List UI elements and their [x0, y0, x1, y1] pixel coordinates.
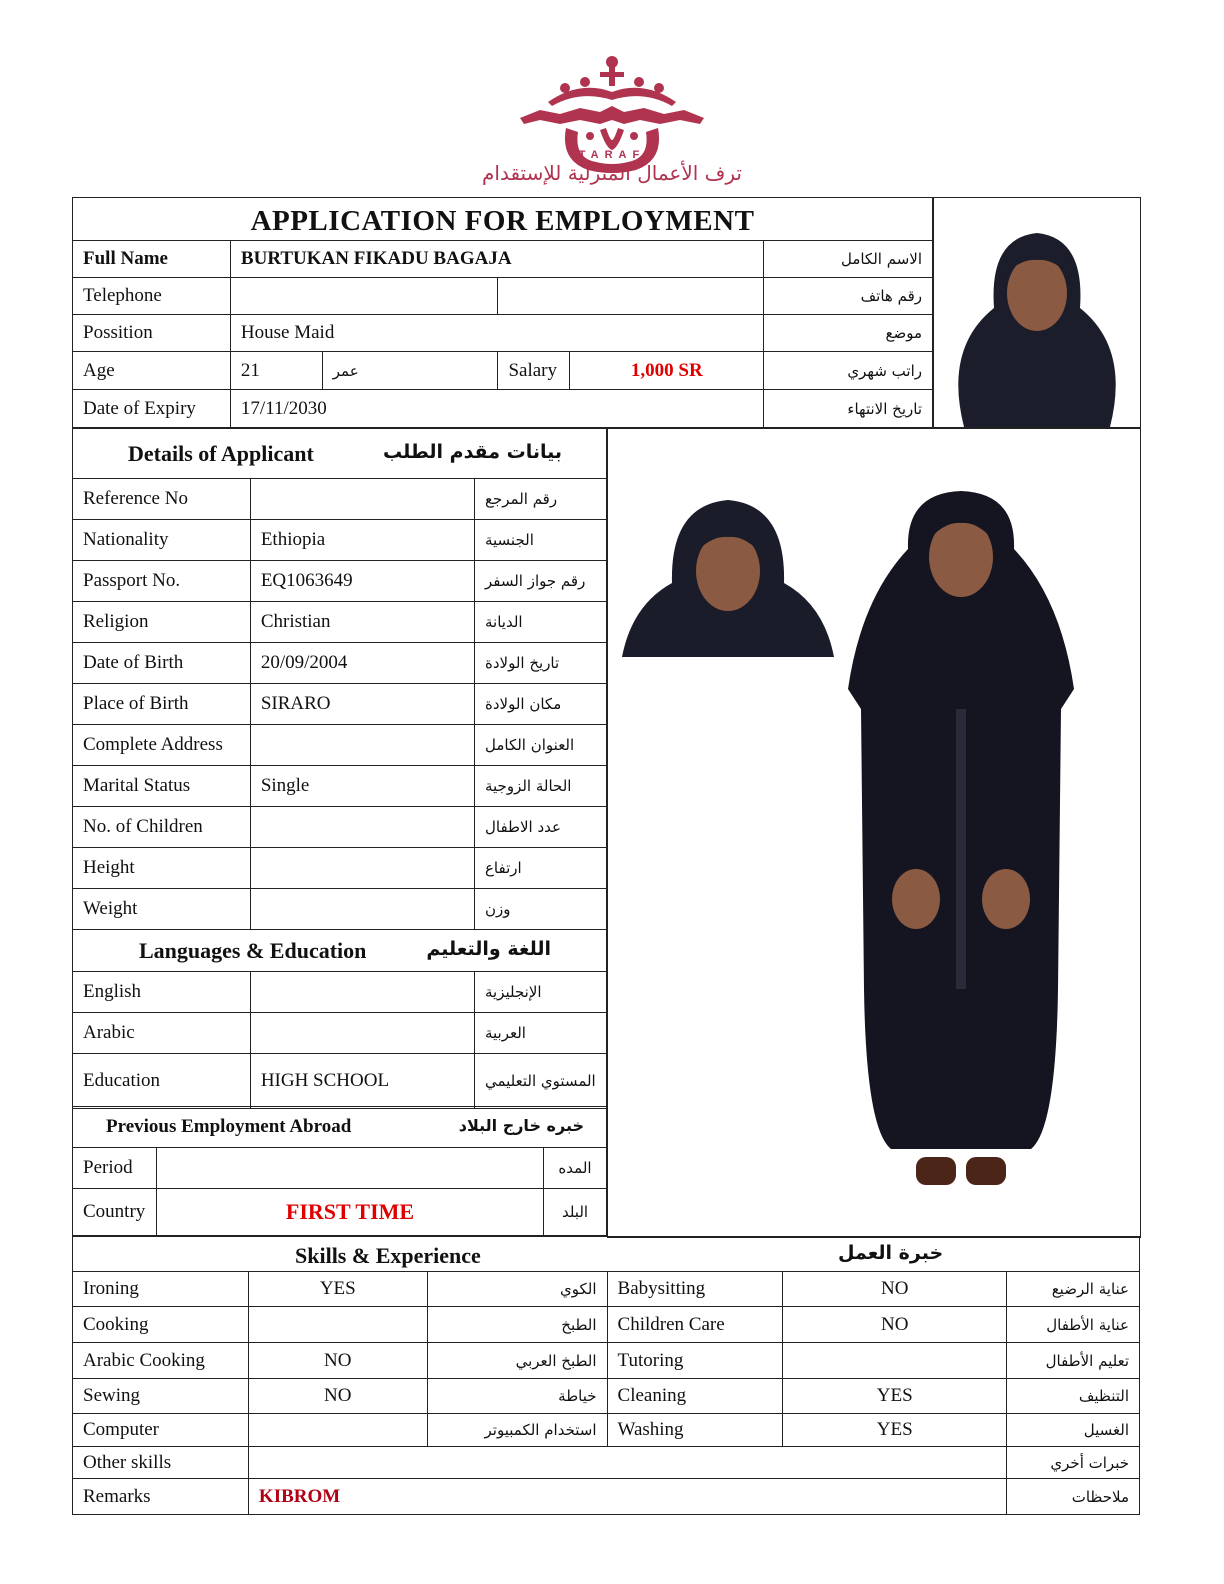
detail-value: 20/09/2004 — [250, 643, 474, 684]
applicant-face-photo — [622, 495, 834, 657]
remarks-label: Remarks — [73, 1479, 249, 1515]
telephone-label: Telephone — [73, 278, 231, 315]
salary-value: 1,000 SR — [570, 352, 764, 390]
previous-heading-row — [73, 1107, 607, 1148]
skill-label: Babysitting — [607, 1272, 783, 1307]
detail-label: Religion — [73, 602, 251, 643]
skill-label: Computer — [73, 1414, 249, 1447]
telephone-ar: رقم هاتف — [764, 278, 933, 315]
remarks-value: KIBROM — [248, 1479, 1006, 1515]
skill-ar: التنظيف — [1007, 1379, 1140, 1414]
detail-value: Single — [250, 766, 474, 807]
detail-value — [250, 479, 474, 520]
language-ar: الإنجليزية — [474, 972, 606, 1013]
remarks-ar: ملاحظات — [1007, 1479, 1140, 1515]
skill-ar: الكوي — [427, 1272, 607, 1307]
detail-ar: تاريخ الولادة — [474, 643, 606, 684]
skill-value — [248, 1414, 427, 1447]
detail-value: SIRARO — [250, 684, 474, 725]
other-skills-label: Other skills — [73, 1447, 249, 1479]
skill-ar: خياطة — [427, 1379, 607, 1414]
skill-label: Tutoring — [607, 1343, 783, 1379]
previous-employment-table — [72, 1106, 607, 1236]
education-ar: المستوي التعليمي — [474, 1054, 606, 1109]
detail-value: Christian — [250, 602, 474, 643]
skill-value — [783, 1343, 1007, 1379]
detail-value: Ethiopia — [250, 520, 474, 561]
skill-value: YES — [783, 1379, 1007, 1414]
skill-label: Cooking — [73, 1307, 249, 1343]
skill-ar: الطبخ — [427, 1307, 607, 1343]
detail-label: Nationality — [73, 520, 251, 561]
detail-ar: الديانة — [474, 602, 606, 643]
period-ar: المده — [544, 1148, 607, 1189]
details-table — [72, 428, 607, 1109]
detail-ar: مكان الولادة — [474, 684, 606, 725]
position-ar: موضع — [764, 315, 933, 352]
skill-ar: عناية الرضيع — [1007, 1272, 1140, 1307]
skills-table — [72, 1236, 1140, 1515]
telephone-value-2 — [498, 278, 764, 315]
detail-label: Complete Address — [73, 725, 251, 766]
skill-ar: تعليم الأطفال — [1007, 1343, 1140, 1379]
passport-photo — [933, 197, 1141, 428]
details-heading-row — [73, 429, 607, 479]
previous-heading: Previous Employment Abroad — [106, 1116, 352, 1137]
skill-value: YES — [783, 1414, 1007, 1447]
age-value: 21 — [230, 352, 322, 390]
age-label: Age — [73, 352, 231, 390]
language-value — [250, 972, 474, 1013]
skill-label: Cleaning — [607, 1379, 783, 1414]
detail-label: Date of Birth — [73, 643, 251, 684]
salary-label: Salary — [498, 352, 570, 390]
detail-ar: العنوان الكامل — [474, 725, 606, 766]
language-ar: العربية — [474, 1013, 606, 1054]
skills-heading-ar: خبرة العمل — [838, 1241, 944, 1264]
country-value: FIRST TIME — [156, 1189, 543, 1236]
applicant-photos-panel — [607, 428, 1141, 1238]
detail-label: Weight — [73, 889, 251, 930]
detail-ar: ارتفاع — [474, 848, 606, 889]
detail-ar: وزن — [474, 889, 606, 930]
company-logo — [0, 40, 1224, 190]
detail-ar: رقم المرجع — [474, 479, 606, 520]
education-label: Education — [73, 1054, 251, 1109]
detail-value: EQ1063649 — [250, 561, 474, 602]
logo-tagline: ترف الأعمال المنزلية للإستقدام — [482, 161, 742, 185]
skill-value: YES — [248, 1272, 427, 1307]
telephone-value — [230, 278, 498, 315]
skill-label: Washing — [607, 1414, 783, 1447]
details-heading: Details of Applicant — [128, 440, 314, 466]
detail-value — [250, 889, 474, 930]
skill-ar: استخدام الكمبيوتر — [427, 1414, 607, 1447]
skill-label: Sewing — [73, 1379, 249, 1414]
detail-label: Place of Birth — [73, 684, 251, 725]
detail-label: Height — [73, 848, 251, 889]
position-label: Possition — [73, 315, 231, 352]
detail-ar: الحالة الزوجية — [474, 766, 606, 807]
detail-ar: الجنسية — [474, 520, 606, 561]
detail-ar: عدد الاطفال — [474, 807, 606, 848]
details-heading-ar: بيانات مقدم الطلب — [383, 440, 562, 463]
full-name-label: Full Name — [73, 241, 231, 278]
detail-label: Passport No. — [73, 561, 251, 602]
detail-label: Reference No — [73, 479, 251, 520]
language-label: English — [73, 972, 251, 1013]
skill-value — [248, 1307, 427, 1343]
logo-brand-text: TARAF — [578, 149, 646, 161]
skill-value: NO — [783, 1272, 1007, 1307]
detail-label: No. of Children — [73, 807, 251, 848]
age-ar: عمر — [322, 352, 498, 390]
country-ar: البلد — [544, 1189, 607, 1236]
position-value: House Maid — [230, 315, 763, 352]
previous-heading-ar: خبره خارج البلاد — [458, 1116, 584, 1135]
expiry-label: Date of Expiry — [73, 390, 231, 428]
skills-heading: Skills & Experience — [295, 1242, 481, 1268]
period-label: Period — [73, 1148, 157, 1189]
applicant-full-body-photo — [846, 489, 1076, 1201]
language-label: Arabic — [73, 1013, 251, 1054]
expiry-value: 17/11/2030 — [230, 390, 763, 428]
other-skills-ar: خبرات أخري — [1007, 1447, 1140, 1479]
detail-label: Marital Status — [73, 766, 251, 807]
full-name-value: BURTUKAN FIKADU BAGAJA — [230, 241, 763, 278]
country-label: Country — [73, 1189, 157, 1236]
full-name-ar: الاسم الكامل — [764, 241, 933, 278]
skill-value: NO — [248, 1379, 427, 1414]
skill-ar: الغسيل — [1007, 1414, 1140, 1447]
education-value: HIGH SCHOOL — [250, 1054, 474, 1109]
detail-value — [250, 725, 474, 766]
page-title: APPLICATION FOR EMPLOYMENT — [73, 198, 933, 241]
detail-value — [250, 848, 474, 889]
detail-value — [250, 807, 474, 848]
languages-heading-ar: اللغة والتعليم — [426, 937, 551, 960]
period-value — [156, 1148, 543, 1189]
skill-value: NO — [248, 1343, 427, 1379]
skill-label: Arabic Cooking — [73, 1343, 249, 1379]
skill-value: NO — [783, 1307, 1007, 1343]
language-value — [250, 1013, 474, 1054]
other-skills-value — [248, 1447, 1006, 1479]
skill-ar: الطبخ العربي — [427, 1343, 607, 1379]
skill-label: Children Care — [607, 1307, 783, 1343]
top-info-table — [72, 197, 933, 428]
skill-label: Ironing — [73, 1272, 249, 1307]
skill-ar: عناية الأطفال — [1007, 1307, 1140, 1343]
skills-heading-row — [73, 1237, 1140, 1272]
expiry-ar: تاريخ الانتهاء — [764, 390, 933, 428]
salary-ar: راتب شهري — [764, 352, 933, 390]
languages-heading: Languages & Education — [139, 937, 367, 963]
detail-ar: رقم جواز السفر — [474, 561, 606, 602]
languages-heading-row — [73, 930, 607, 972]
